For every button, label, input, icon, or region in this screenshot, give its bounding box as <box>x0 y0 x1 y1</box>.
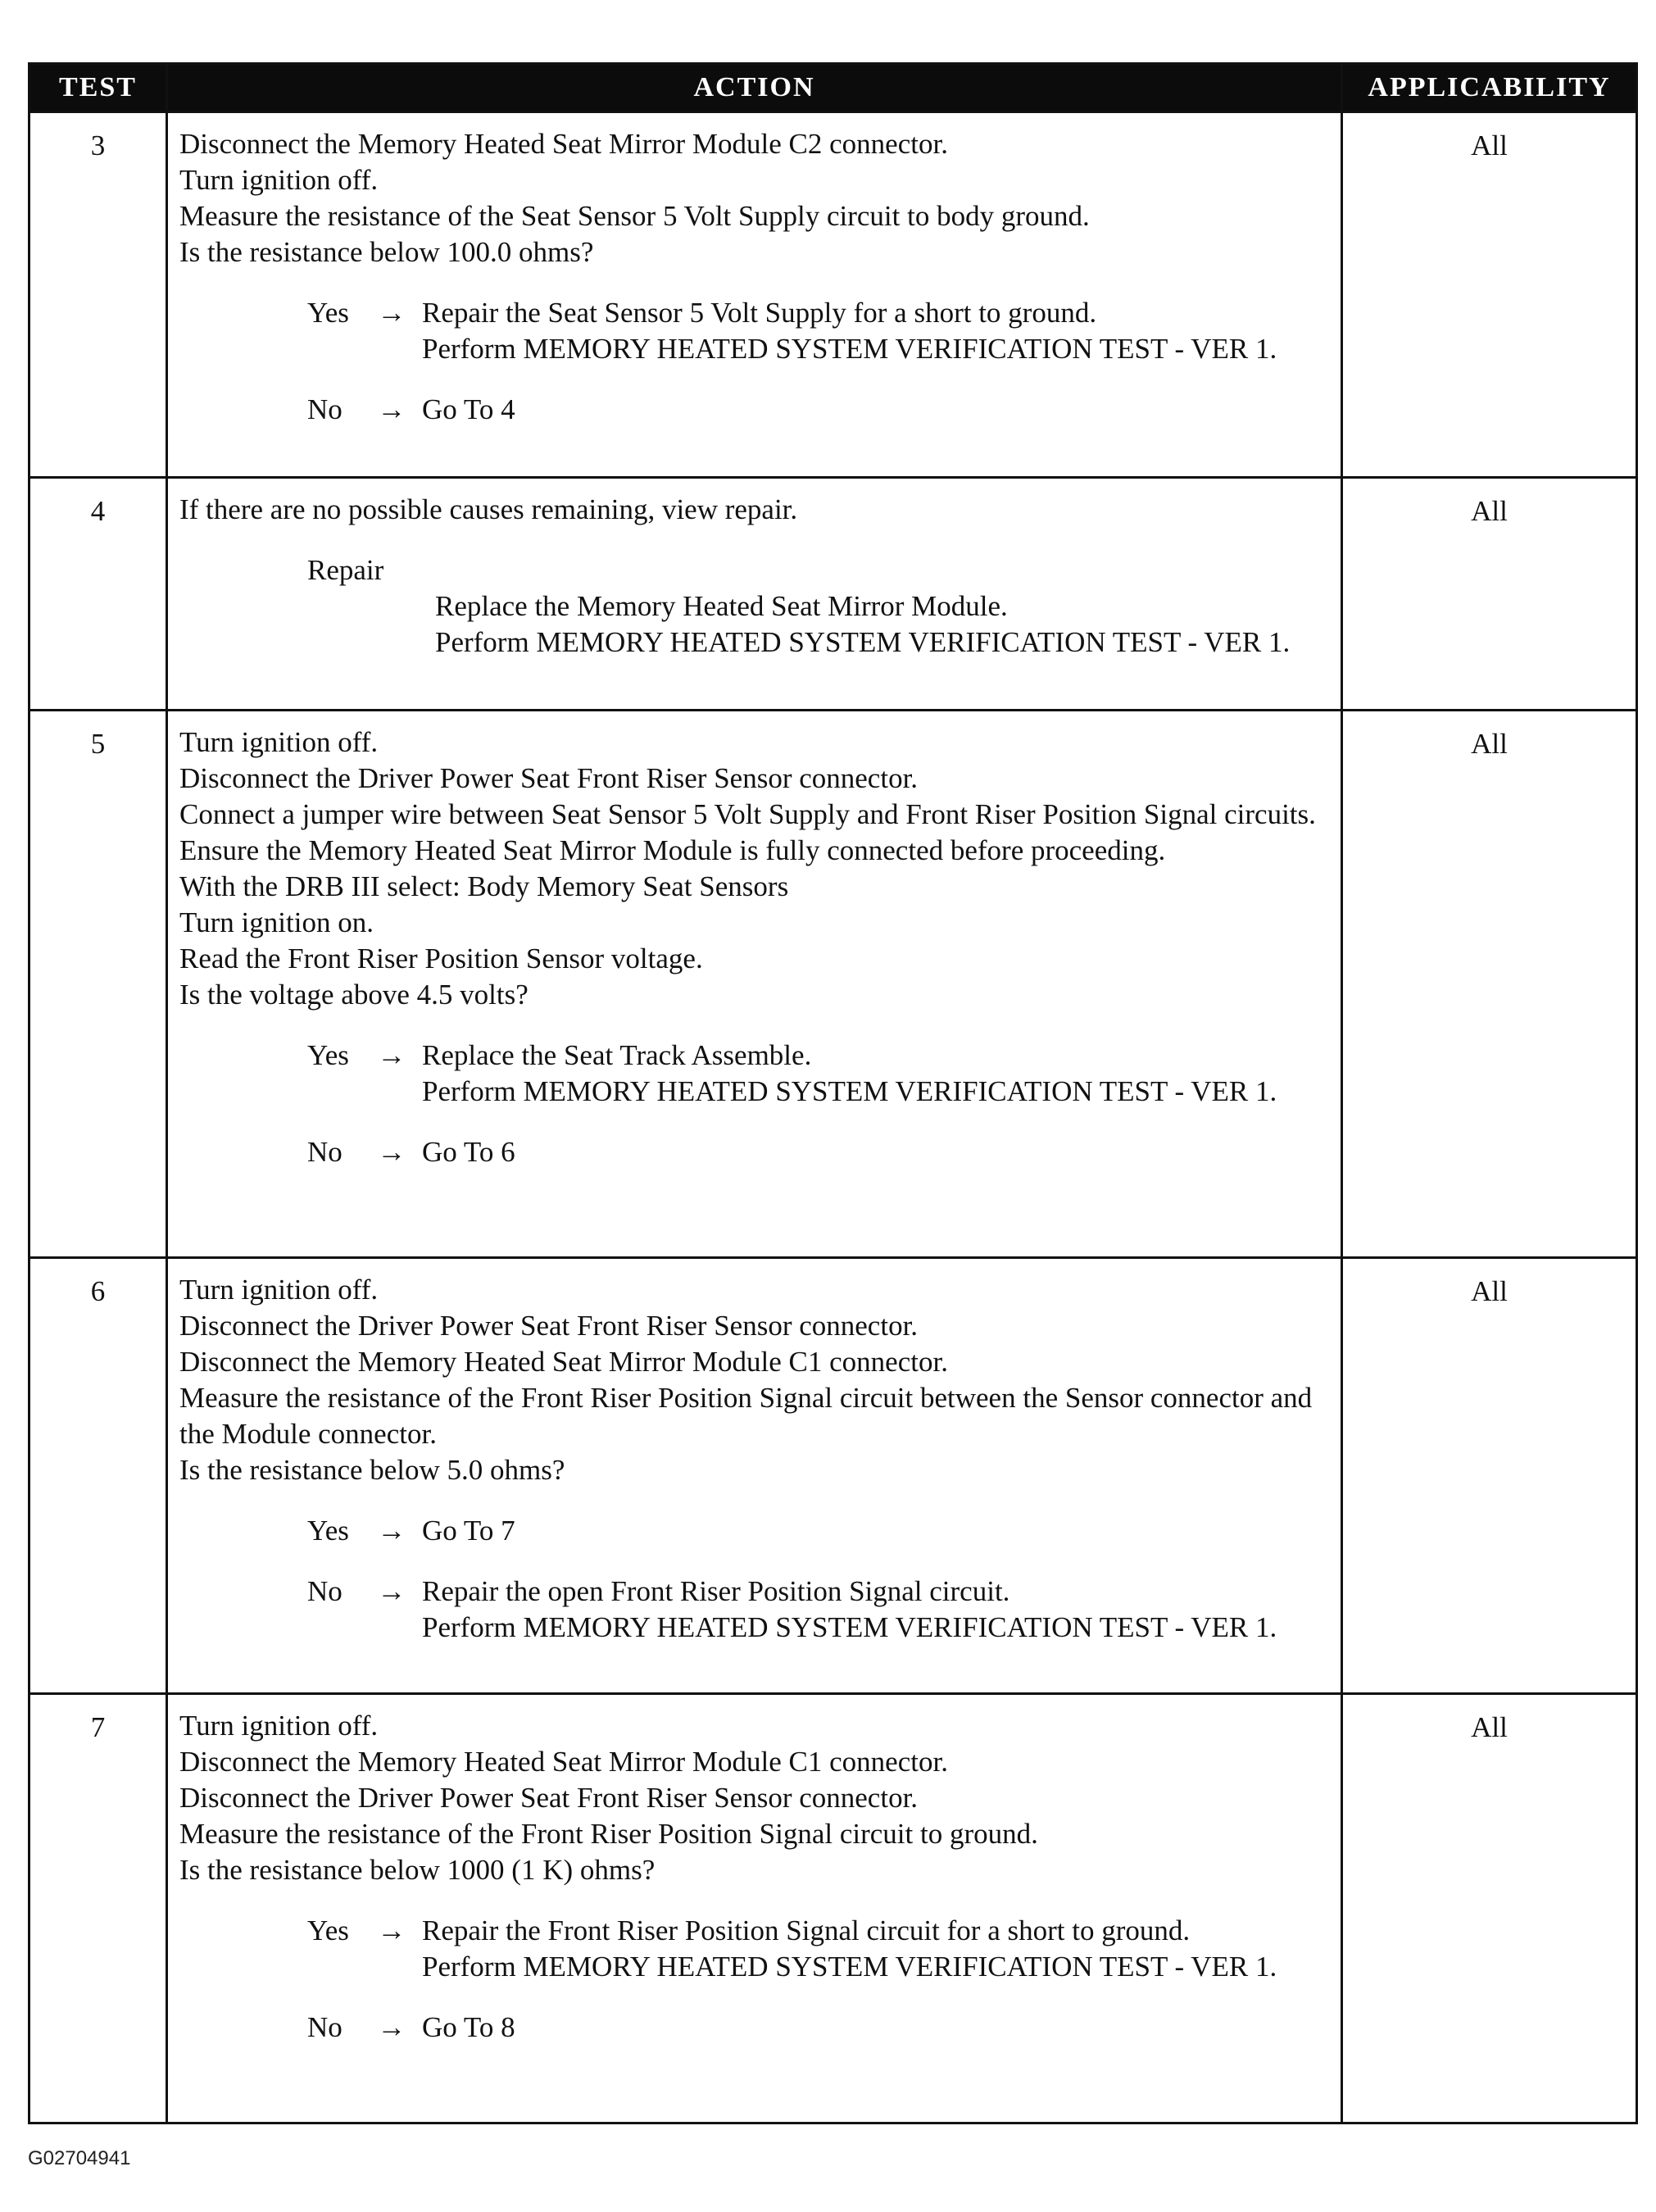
yes-label: Yes <box>307 1515 349 1547</box>
result-text: Repair the open Front Riser Position Signal circuit. <box>422 1575 1010 1607</box>
test-number: 3 <box>29 112 167 478</box>
yes-label: Yes <box>307 1039 349 1071</box>
step-text: Turn ignition off. <box>179 726 379 758</box>
step-text: Turn ignition off. <box>179 1710 379 1742</box>
step-text: Disconnect the Memory Heated Seat Mirror Module C1 connector. <box>179 1746 948 1778</box>
test-number: 7 <box>29 1694 167 2123</box>
step-text: Is the resistance below 1000 (1 K) ohms? <box>179 1854 656 1886</box>
applicability-value: All <box>1342 1694 1637 2123</box>
action-cell <box>167 1694 1342 2123</box>
header-applicability: APPLICABILITY <box>1342 64 1637 112</box>
repair-text: Perform MEMORY HEATED SYSTEM VERIFICATION TEST - VER 1. <box>435 626 1291 658</box>
result-text: Perform MEMORY HEATED SYSTEM VERIFICATION TEST - VER 1. <box>422 1075 1277 1107</box>
applicability-value: All <box>1342 711 1637 1258</box>
arrow-right-icon: → <box>377 1515 406 1547</box>
test-number: 5 <box>29 711 167 1258</box>
arrow-right-icon: → <box>377 2011 406 2043</box>
step-text: Is the resistance below 100.0 ohms? <box>179 236 594 268</box>
step-text: Disconnect the Driver Power Seat Front Riser Sensor connector. <box>179 1310 919 1342</box>
yes-branch <box>307 295 1331 367</box>
arrow-right-icon: → <box>377 1039 406 1071</box>
no-label: No <box>307 1575 343 1607</box>
yes-result <box>422 295 1331 367</box>
no-result: Go To 8 <box>422 2011 515 2043</box>
step-text: Turn ignition off. <box>179 164 379 196</box>
step-text: Ensure the Memory Heated Seat Mirror Module is fully connected before proceeding. <box>179 834 1166 866</box>
header-action: ACTION <box>167 64 1342 112</box>
arrow-right-icon: → <box>377 297 406 329</box>
diagnostic-test-table <box>28 62 1638 2124</box>
applicability-value: All <box>1342 112 1637 478</box>
arrow-right-icon: → <box>377 1575 406 1607</box>
no-branch <box>307 1134 1331 1170</box>
step-text: Is the resistance below 5.0 ohms? <box>179 1454 565 1486</box>
step-text: Measure the resistance of the Seat Sensor 5 Volt Supply circuit to body ground. <box>179 200 1090 232</box>
repair-label: Repair <box>307 554 384 586</box>
result-text: Repair the Seat Sensor 5 Volt Supply for a short to ground. <box>422 297 1097 329</box>
yes-result <box>422 1038 1331 1110</box>
applicability-value: All <box>1342 478 1637 711</box>
action-cell <box>167 711 1342 1258</box>
yes-result <box>422 1913 1331 1985</box>
no-branch <box>307 1574 1331 1646</box>
yes-branch <box>307 1913 1331 1985</box>
table-row <box>29 711 1637 1258</box>
result-text: Perform MEMORY HEATED SYSTEM VERIFICATION TEST - VER 1. <box>422 1611 1277 1643</box>
no-branch <box>307 2010 1331 2046</box>
repair-instructions <box>435 588 1331 661</box>
step-text: Connect a jumper wire between Seat Sensor 5 Volt Supply and Front Riser Position Signal circuits. <box>179 798 1316 830</box>
action-cell <box>167 478 1342 711</box>
yes-branch <box>307 1513 1331 1549</box>
figure-reference-code: G02704941 <box>28 2147 131 2169</box>
header-test: TEST <box>29 64 167 112</box>
test-number: 4 <box>29 478 167 711</box>
yes-result: Go To 7 <box>422 1515 515 1547</box>
step-text: Measure the resistance of the Front Riser Position Signal circuit between the Sensor connector and the Module connector. <box>179 1382 1313 1450</box>
table-row <box>29 1694 1637 2123</box>
table-row <box>29 1258 1637 1694</box>
table-row <box>29 478 1637 711</box>
diagnostic-table-container <box>28 62 1636 2124</box>
action-cell <box>167 112 1342 478</box>
step-text: Turn ignition off. <box>179 1274 379 1306</box>
step-text: If there are no possible causes remaining, view repair. <box>179 493 798 525</box>
no-result: Go To 6 <box>422 1136 515 1168</box>
step-text: Disconnect the Memory Heated Seat Mirror Module C1 connector. <box>179 1346 948 1378</box>
step-text: Turn ignition on. <box>179 906 374 938</box>
arrow-right-icon: → <box>377 1136 406 1168</box>
action-cell <box>167 1258 1342 1694</box>
no-result: Go To 4 <box>422 393 515 425</box>
yes-label: Yes <box>307 297 349 329</box>
step-text: Disconnect the Driver Power Seat Front Riser Sensor connector. <box>179 762 919 794</box>
yes-label: Yes <box>307 1914 349 1946</box>
result-text: Replace the Seat Track Assemble. <box>422 1039 812 1071</box>
step-text: Is the voltage above 4.5 volts? <box>179 979 529 1011</box>
step-text: Disconnect the Memory Heated Seat Mirror Module C2 connector. <box>179 128 948 160</box>
no-label: No <box>307 2011 343 2043</box>
test-number: 6 <box>29 1258 167 1694</box>
repair-text: Replace the Memory Heated Seat Mirror Module. <box>435 590 1008 622</box>
arrow-right-icon: → <box>377 393 406 425</box>
yes-branch <box>307 1038 1331 1110</box>
arrow-right-icon: → <box>377 1914 406 1946</box>
step-text: Measure the resistance of the Front Riser Position Signal circuit to ground. <box>179 1818 1038 1850</box>
step-text: Read the Front Riser Position Sensor voltage. <box>179 942 703 974</box>
table-row <box>29 112 1637 478</box>
step-text: Disconnect the Driver Power Seat Front Riser Sensor connector. <box>179 1782 919 1814</box>
step-text: With the DRB III select: Body Memory Seat Sensors <box>179 870 789 902</box>
table-header-row <box>29 64 1637 112</box>
no-result <box>422 1574 1331 1646</box>
no-branch <box>307 392 1331 428</box>
applicability-value: All <box>1342 1258 1637 1694</box>
no-label: No <box>307 393 343 425</box>
result-text: Repair the Front Riser Position Signal circuit for a short to ground. <box>422 1914 1191 1946</box>
result-text: Perform MEMORY HEATED SYSTEM VERIFICATION TEST - VER 1. <box>422 333 1277 365</box>
result-text: Perform MEMORY HEATED SYSTEM VERIFICATION TEST - VER 1. <box>422 1951 1277 1983</box>
no-label: No <box>307 1136 343 1168</box>
